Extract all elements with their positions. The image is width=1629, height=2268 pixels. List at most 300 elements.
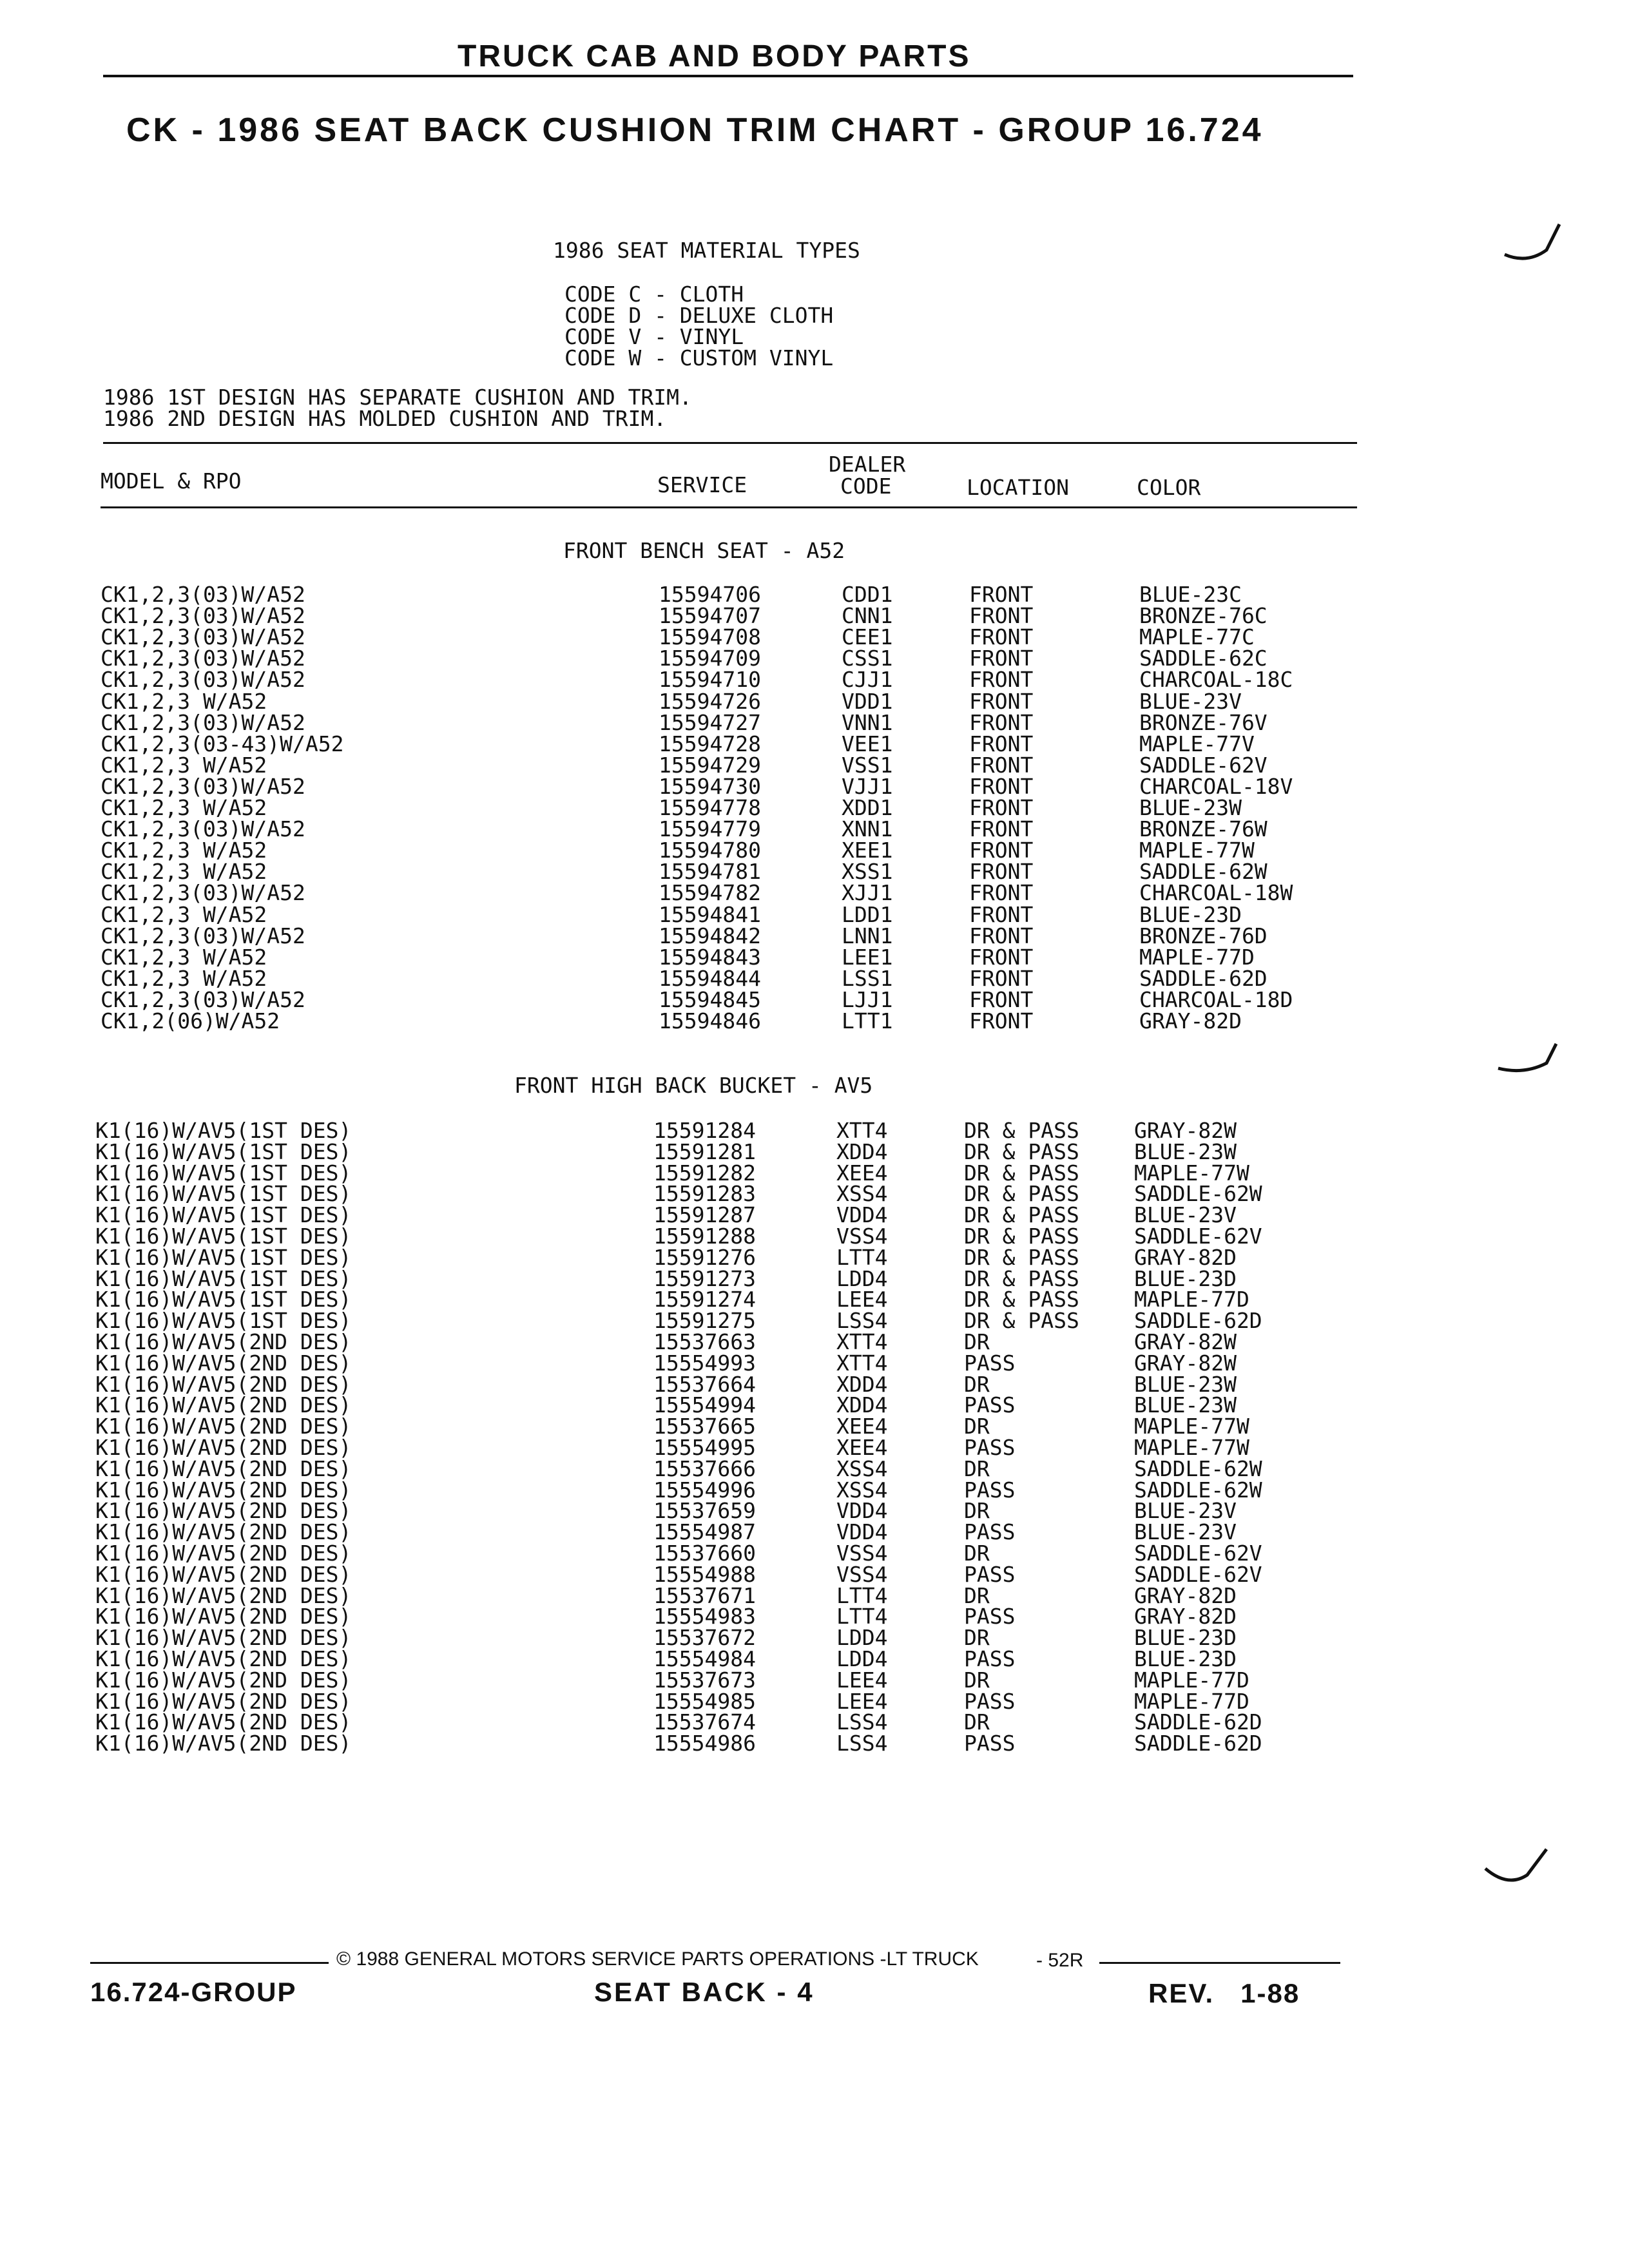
dealer-code-cell: LEE1	[842, 944, 893, 970]
service-cell: 15537671	[653, 1582, 756, 1608]
dealer-code-cell: LDD4	[836, 1265, 888, 1291]
model-rpo-cell: K1(16)W/AV5(1ST DES)	[95, 1139, 352, 1164]
color-cell: BLUE-23V	[1134, 1519, 1237, 1545]
table-row	[0, 1225, 1629, 1247]
service-cell: 15594730	[659, 773, 761, 799]
color-cell: BLUE-23D	[1134, 1625, 1237, 1651]
table-row	[0, 709, 1629, 735]
service-cell: 15594727	[659, 709, 761, 735]
model-rpo-cell: CK1,2,3(03)W/A52	[101, 880, 305, 906]
model-rpo-cell: CK1,2,3 W/A52	[101, 795, 267, 820]
location-cell: DR & PASS	[964, 1202, 1079, 1228]
dealer-code-cell: XTT4	[836, 1118, 888, 1143]
service-cell: 15537673	[653, 1667, 756, 1693]
table-row	[0, 1308, 1629, 1334]
color-cell: BRONZE-76W	[1139, 816, 1268, 842]
location-cell: DR & PASS	[964, 1265, 1079, 1291]
dealer-code-cell: XEE4	[836, 1414, 888, 1439]
table-row	[0, 1458, 1629, 1479]
model-rpo-cell: K1(16)W/AV5(2ND DES)	[95, 1392, 352, 1418]
table-row	[0, 986, 1629, 1012]
location-cell: FRONT	[969, 731, 1034, 756]
service-cell: 15594728	[659, 731, 761, 756]
table-row	[0, 965, 1629, 991]
location-cell: FRONT	[969, 646, 1034, 671]
service-cell: 15594841	[659, 901, 761, 927]
footer-section: SEAT BACK - 4	[594, 1977, 815, 2007]
table-row	[0, 1141, 1629, 1162]
model-rpo-cell: K1(16)W/AV5(2ND DES)	[95, 1561, 352, 1587]
color-cell: BLUE-23V	[1139, 688, 1242, 714]
table-row	[0, 1352, 1629, 1374]
table-row	[0, 880, 1629, 906]
footer-rule-right	[1099, 1962, 1340, 1964]
dealer-code-cell: XDD1	[842, 795, 893, 820]
chart-title: CK - 1986 SEAT BACK CUSHION TRIM CHART - GROUP 16.724	[126, 111, 1264, 149]
model-rpo-cell: CK1,2,3 W/A52	[101, 838, 267, 863]
dealer-code-cell: LEE4	[836, 1667, 888, 1693]
dealer-code-cell: XDD4	[836, 1139, 888, 1164]
dealer-code-cell: LNN1	[842, 923, 893, 948]
color-cell: MAPLE-77D	[1134, 1688, 1249, 1714]
model-rpo-cell: K1(16)W/AV5(1ST DES)	[95, 1160, 352, 1186]
service-cell: 15554993	[653, 1350, 756, 1376]
color-cell: GRAY-82W	[1134, 1329, 1237, 1354]
dealer-code-cell: VJJ1	[842, 773, 893, 799]
color-cell: BLUE-23W	[1134, 1139, 1237, 1164]
service-cell: 15591284	[653, 1118, 756, 1143]
location-cell: DR & PASS	[964, 1308, 1079, 1334]
model-rpo-cell: CK1,2,3 W/A52	[101, 752, 267, 778]
col-header-location: LOCATION	[967, 475, 1069, 500]
service-cell: 15554994	[653, 1392, 756, 1418]
dealer-code-cell: XJJ1	[842, 880, 893, 906]
location-cell: DR & PASS	[964, 1139, 1079, 1164]
location-cell: FRONT	[969, 624, 1034, 650]
table-row	[0, 1733, 1629, 1754]
color-cell: SADDLE-62D	[1134, 1308, 1262, 1334]
location-cell: PASS	[964, 1392, 1016, 1418]
dealer-code-cell: XEE4	[836, 1160, 888, 1186]
dealer-code-cell: XDD4	[836, 1392, 888, 1418]
service-cell: 15594778	[659, 795, 761, 820]
dealer-code-cell: XTT4	[836, 1350, 888, 1376]
dealer-code-cell: LSS1	[842, 965, 893, 991]
service-cell: 15554988	[653, 1561, 756, 1587]
scan-mark-3	[1482, 1843, 1553, 1894]
table-row	[0, 859, 1629, 885]
service-cell: 15537665	[653, 1414, 756, 1439]
color-cell: MAPLE-77V	[1139, 731, 1255, 756]
location-cell: FRONT	[969, 773, 1034, 799]
table-row	[0, 667, 1629, 693]
location-cell: PASS	[964, 1561, 1016, 1587]
color-cell: BRONZE-76C	[1139, 603, 1268, 629]
location-cell: DR & PASS	[964, 1160, 1079, 1186]
table-row	[0, 1688, 1629, 1714]
dealer-code-cell: LTT4	[836, 1244, 888, 1270]
table-row	[0, 1416, 1629, 1437]
color-cell: SADDLE-62V	[1134, 1561, 1262, 1587]
model-rpo-cell: K1(16)W/AV5(2ND DES)	[95, 1519, 352, 1545]
table-row	[0, 1289, 1629, 1310]
table-row	[0, 1371, 1629, 1397]
dealer-code-cell: LTT1	[842, 1008, 893, 1033]
table-row	[0, 1162, 1629, 1184]
location-cell: FRONT	[969, 838, 1034, 863]
col-header-color: COLOR	[1137, 475, 1201, 500]
dealer-code-cell: CEE1	[842, 624, 893, 650]
model-rpo-cell: K1(16)W/AV5(1ST DES)	[95, 1244, 352, 1270]
location-cell: PASS	[964, 1435, 1016, 1460]
service-cell: 15594843	[659, 944, 761, 970]
dealer-code-cell: XNN1	[842, 816, 893, 842]
color-cell: BLUE-23W	[1134, 1371, 1237, 1397]
model-rpo-cell: K1(16)W/AV5(1ST DES)	[95, 1118, 352, 1143]
table-row	[0, 1437, 1629, 1458]
dealer-code-cell: LTT4	[836, 1604, 888, 1629]
location-cell: FRONT	[969, 752, 1034, 778]
color-cell: MAPLE-77W	[1134, 1435, 1249, 1460]
location-cell: FRONT	[969, 944, 1034, 970]
location-cell: DR & PASS	[964, 1118, 1079, 1143]
dealer-code-cell: VSS1	[842, 752, 893, 778]
location-cell: FRONT	[969, 965, 1034, 991]
location-cell: FRONT	[969, 1008, 1034, 1033]
table-row	[0, 944, 1629, 970]
dealer-code-cell: VSS4	[836, 1561, 888, 1587]
model-rpo-cell: K1(16)W/AV5(2ND DES)	[95, 1582, 352, 1608]
color-cell: SADDLE-62W	[1139, 859, 1268, 885]
table-row	[0, 925, 1629, 947]
header-rule	[103, 75, 1353, 77]
service-cell: 15554995	[653, 1435, 756, 1460]
table-row	[0, 1606, 1629, 1627]
model-rpo-cell: K1(16)W/AV5(2ND DES)	[95, 1688, 352, 1714]
dealer-code-cell: LJJ1	[842, 986, 893, 1012]
model-rpo-cell: CK1,2,3(03)W/A52	[101, 667, 305, 693]
color-cell: MAPLE-77W	[1139, 838, 1255, 863]
dealer-code-cell: XSS4	[836, 1181, 888, 1207]
material-code-v: CODE V - VINYL	[564, 324, 744, 349]
dealer-code-cell: CNN1	[842, 603, 893, 629]
table-row	[0, 1479, 1629, 1501]
table-row	[0, 773, 1629, 799]
material-code-d: CODE D - DELUXE CLOTH	[564, 303, 834, 328]
location-cell: DR & PASS	[964, 1224, 1079, 1249]
col-header-service: SERVICE	[657, 472, 747, 497]
color-cell: GRAY-82D	[1134, 1582, 1237, 1608]
location-cell: FRONT	[969, 709, 1034, 735]
section-title-bench: FRONT BENCH SEAT - A52	[563, 538, 845, 563]
service-cell: 15591275	[653, 1308, 756, 1334]
location-cell: DR	[964, 1625, 990, 1651]
dealer-code-cell: CSS1	[842, 646, 893, 671]
service-cell: 15591276	[653, 1244, 756, 1270]
table-row	[0, 818, 1629, 840]
color-cell: SADDLE-62V	[1134, 1541, 1262, 1566]
model-rpo-cell: K1(16)W/AV5(2ND DES)	[95, 1604, 352, 1629]
location-cell: DR	[964, 1582, 990, 1608]
dealer-code-cell: XTT4	[836, 1329, 888, 1354]
dealer-code-cell: VDD4	[836, 1519, 888, 1545]
service-cell: 15537674	[653, 1709, 756, 1735]
table-row	[0, 1394, 1629, 1416]
location-cell: FRONT	[969, 816, 1034, 842]
dealer-code-cell: LSS4	[836, 1709, 888, 1735]
service-cell: 15591288	[653, 1224, 756, 1249]
model-rpo-cell: K1(16)W/AV5(2ND DES)	[95, 1667, 352, 1693]
service-cell: 15537664	[653, 1371, 756, 1397]
model-rpo-cell: CK1,2,3 W/A52	[101, 901, 267, 927]
color-cell: SADDLE-62V	[1139, 752, 1268, 778]
col-header-model: MODEL & RPO	[101, 468, 242, 494]
table-row	[0, 1582, 1629, 1608]
table-row	[0, 1244, 1629, 1270]
notes-rule	[103, 442, 1357, 444]
service-cell: 15537659	[653, 1498, 756, 1524]
model-rpo-cell: CK1,2,3(03)W/A52	[101, 646, 305, 671]
color-cell: MAPLE-77W	[1134, 1414, 1249, 1439]
model-rpo-cell: K1(16)W/AV5(1ST DES)	[95, 1202, 352, 1228]
model-rpo-cell: K1(16)W/AV5(2ND DES)	[95, 1350, 352, 1376]
color-cell: SADDLE-62D	[1134, 1731, 1262, 1756]
location-cell: PASS	[964, 1604, 1016, 1629]
col-header-dealer: DEALER	[829, 452, 906, 477]
color-cell: MAPLE-77W	[1134, 1160, 1249, 1186]
table-row	[0, 688, 1629, 714]
table-row	[0, 1561, 1629, 1587]
model-rpo-cell: K1(16)W/AV5(2ND DES)	[95, 1371, 352, 1397]
table-row	[0, 1181, 1629, 1207]
service-cell: 15594842	[659, 923, 761, 948]
model-rpo-cell: CK1,2,3(03)W/A52	[101, 603, 305, 629]
location-cell: FRONT	[969, 880, 1034, 906]
color-cell: BLUE-23C	[1139, 582, 1242, 607]
dealer-code-cell: LEE4	[836, 1287, 888, 1312]
dealer-code-cell: LSS4	[836, 1308, 888, 1334]
model-rpo-cell: K1(16)W/AV5(1ST DES)	[95, 1224, 352, 1249]
table-row	[0, 1711, 1629, 1733]
color-cell: BLUE-23V	[1134, 1498, 1237, 1524]
service-cell: 15594707	[659, 603, 761, 629]
service-cell: 15554996	[653, 1477, 756, 1503]
service-cell: 15591283	[653, 1181, 756, 1207]
model-rpo-cell: K1(16)W/AV5(1ST DES)	[95, 1308, 352, 1334]
dealer-code-cell: VDD1	[842, 688, 893, 714]
table-row	[0, 1265, 1629, 1291]
location-cell: DR	[964, 1709, 990, 1735]
service-cell: 15554984	[653, 1646, 756, 1671]
footer-copyright: © 1988 GENERAL MOTORS SERVICE PARTS OPERATIONS -LT TRUCK	[336, 1948, 979, 1970]
table-row	[0, 626, 1629, 648]
model-rpo-cell: K1(16)W/AV5(2ND DES)	[95, 1498, 352, 1524]
location-cell: DR & PASS	[964, 1287, 1079, 1312]
location-cell: DR	[964, 1498, 990, 1524]
color-cell: GRAY-82W	[1134, 1350, 1237, 1376]
service-cell: 15537660	[653, 1541, 756, 1566]
table-row	[0, 1010, 1629, 1032]
table-row	[0, 1331, 1629, 1352]
table-row	[0, 1625, 1629, 1651]
table-row	[0, 1519, 1629, 1545]
color-cell: MAPLE-77D	[1139, 944, 1255, 970]
location-cell: DR	[964, 1456, 990, 1481]
model-rpo-cell: CK1,2,3(03)W/A52	[101, 624, 305, 650]
model-rpo-cell: CK1,2,3(03)W/A52	[101, 709, 305, 735]
color-cell: BLUE-23D	[1134, 1646, 1237, 1671]
location-cell: FRONT	[969, 859, 1034, 885]
color-cell: GRAY-82D	[1134, 1244, 1237, 1270]
dealer-code-cell: XEE4	[836, 1435, 888, 1460]
service-cell: 15554986	[653, 1731, 756, 1756]
service-cell: 15594782	[659, 880, 761, 906]
location-cell: DR	[964, 1541, 990, 1566]
model-rpo-cell: K1(16)W/AV5(2ND DES)	[95, 1456, 352, 1481]
table-row	[0, 1202, 1629, 1228]
service-cell: 15537672	[653, 1625, 756, 1651]
dealer-code-cell: LEE4	[836, 1688, 888, 1714]
location-cell: FRONT	[969, 923, 1034, 948]
service-cell: 15554985	[653, 1688, 756, 1714]
location-cell: DR	[964, 1667, 990, 1693]
location-cell: FRONT	[969, 603, 1034, 629]
color-cell: SADDLE-62C	[1139, 646, 1268, 671]
location-cell: DR & PASS	[964, 1244, 1079, 1270]
model-rpo-cell: K1(16)W/AV5(2ND DES)	[95, 1731, 352, 1756]
dealer-code-cell: XSS4	[836, 1456, 888, 1481]
location-cell: PASS	[964, 1646, 1016, 1671]
table-row	[0, 603, 1629, 629]
color-cell: BLUE-23W	[1139, 795, 1242, 820]
location-cell: PASS	[964, 1477, 1016, 1503]
model-rpo-cell: K1(16)W/AV5(1ST DES)	[95, 1265, 352, 1291]
service-cell: 15537666	[653, 1456, 756, 1481]
color-cell: SADDLE-62V	[1134, 1224, 1262, 1249]
service-cell: 15591281	[653, 1139, 756, 1164]
service-cell: 15537663	[653, 1329, 756, 1354]
service-cell: 15594846	[659, 1008, 761, 1033]
model-rpo-cell: CK1,2,3 W/A52	[101, 965, 267, 991]
color-cell: BLUE-23D	[1134, 1265, 1237, 1291]
color-cell: SADDLE-62W	[1134, 1477, 1262, 1503]
model-rpo-cell: CK1,2,3(03-43)W/A52	[101, 731, 344, 756]
color-cell: BRONZE-76V	[1139, 709, 1268, 735]
table-row	[0, 901, 1629, 927]
model-rpo-cell: K1(16)W/AV5(2ND DES)	[95, 1709, 352, 1735]
service-cell: 15591282	[653, 1160, 756, 1186]
service-cell: 15594729	[659, 752, 761, 778]
note-1st-design: 1986 1ST DESIGN HAS SEPARATE CUSHION AND TRIM.	[103, 385, 692, 410]
service-cell: 15594780	[659, 838, 761, 863]
location-cell: DR	[964, 1414, 990, 1439]
model-rpo-cell: CK1,2,3 W/A52	[101, 859, 267, 885]
dealer-code-cell: XSS4	[836, 1477, 888, 1503]
service-cell: 15591273	[653, 1265, 756, 1291]
model-rpo-cell: K1(16)W/AV5(2ND DES)	[95, 1435, 352, 1460]
service-cell: 15594844	[659, 965, 761, 991]
footer-page-ref: - 52R	[1036, 1950, 1084, 1971]
model-rpo-cell: CK1,2,3 W/A52	[101, 944, 267, 970]
footer-rule-left	[90, 1962, 329, 1964]
location-cell: PASS	[964, 1519, 1016, 1545]
dealer-code-cell: VSS4	[836, 1541, 888, 1566]
model-rpo-cell: K1(16)W/AV5(2ND DES)	[95, 1329, 352, 1354]
location-cell: FRONT	[969, 688, 1034, 714]
table-row	[0, 754, 1629, 776]
model-rpo-cell: K1(16)W/AV5(2ND DES)	[95, 1477, 352, 1503]
columns-rule	[101, 506, 1357, 508]
dealer-code-cell: VEE1	[842, 731, 893, 756]
color-cell: SADDLE-62D	[1139, 965, 1268, 991]
model-rpo-cell: K1(16)W/AV5(2ND DES)	[95, 1625, 352, 1651]
color-cell: SADDLE-62W	[1134, 1181, 1262, 1207]
location-cell: FRONT	[969, 901, 1034, 927]
color-cell: GRAY-82D	[1134, 1604, 1237, 1629]
service-cell: 15591287	[653, 1202, 756, 1228]
col-header-code: CODE	[840, 474, 892, 499]
dealer-code-cell: VDD4	[836, 1498, 888, 1524]
location-cell: DR & PASS	[964, 1181, 1079, 1207]
service-cell: 15554987	[653, 1519, 756, 1545]
model-rpo-cell: K1(16)W/AV5(2ND DES)	[95, 1646, 352, 1671]
service-cell: 15594706	[659, 582, 761, 607]
color-cell: MAPLE-77C	[1139, 624, 1255, 650]
service-cell: 15594708	[659, 624, 761, 650]
color-cell: BLUE-23V	[1134, 1202, 1237, 1228]
location-cell: FRONT	[969, 795, 1034, 820]
model-rpo-cell: CK1,2(06)W/A52	[101, 1008, 280, 1033]
color-cell: GRAY-82D	[1139, 1008, 1242, 1033]
color-cell: BRONZE-76D	[1139, 923, 1268, 948]
color-cell: SADDLE-62W	[1134, 1456, 1262, 1481]
color-cell: CHARCOAL-18C	[1139, 667, 1293, 693]
dealer-code-cell: CDD1	[842, 582, 893, 607]
scan-mark-2	[1495, 1037, 1559, 1082]
model-rpo-cell: CK1,2,3(03)W/A52	[101, 773, 305, 799]
color-cell: BLUE-23D	[1139, 901, 1242, 927]
model-rpo-cell: K1(16)W/AV5(2ND DES)	[95, 1414, 352, 1439]
location-cell: FRONT	[969, 667, 1034, 693]
dealer-code-cell: LDD1	[842, 901, 893, 927]
table-row	[0, 1648, 1629, 1669]
dealer-code-cell: LSS4	[836, 1731, 888, 1756]
color-cell: GRAY-82W	[1134, 1118, 1237, 1143]
color-cell: CHARCOAL-18D	[1139, 986, 1293, 1012]
dealer-code-cell: VNN1	[842, 709, 893, 735]
location-cell: PASS	[964, 1688, 1016, 1714]
color-cell: CHARCOAL-18V	[1139, 773, 1293, 799]
table-row	[0, 1498, 1629, 1524]
table-row	[0, 840, 1629, 861]
service-cell: 15554983	[653, 1604, 756, 1629]
material-code-c: CODE C - CLOTH	[564, 282, 744, 307]
table-row	[0, 1542, 1629, 1564]
footer-rev: REV. 1-88	[1148, 1978, 1300, 2008]
color-cell: BLUE-23W	[1134, 1392, 1237, 1418]
color-cell: MAPLE-77D	[1134, 1287, 1249, 1312]
table-row	[0, 1669, 1629, 1691]
table-row	[0, 797, 1629, 818]
service-cell: 15594710	[659, 667, 761, 693]
note-2nd-design: 1986 2ND DESIGN HAS MOLDED CUSHION AND TRIM.	[103, 406, 667, 431]
dealer-code-cell: XEE1	[842, 838, 893, 863]
dealer-code-cell: LDD4	[836, 1646, 888, 1671]
location-cell: DR	[964, 1329, 990, 1354]
dealer-code-cell: VDD4	[836, 1202, 888, 1228]
color-cell: SADDLE-62D	[1134, 1709, 1262, 1735]
model-rpo-cell: K1(16)W/AV5(2ND DES)	[95, 1541, 352, 1566]
